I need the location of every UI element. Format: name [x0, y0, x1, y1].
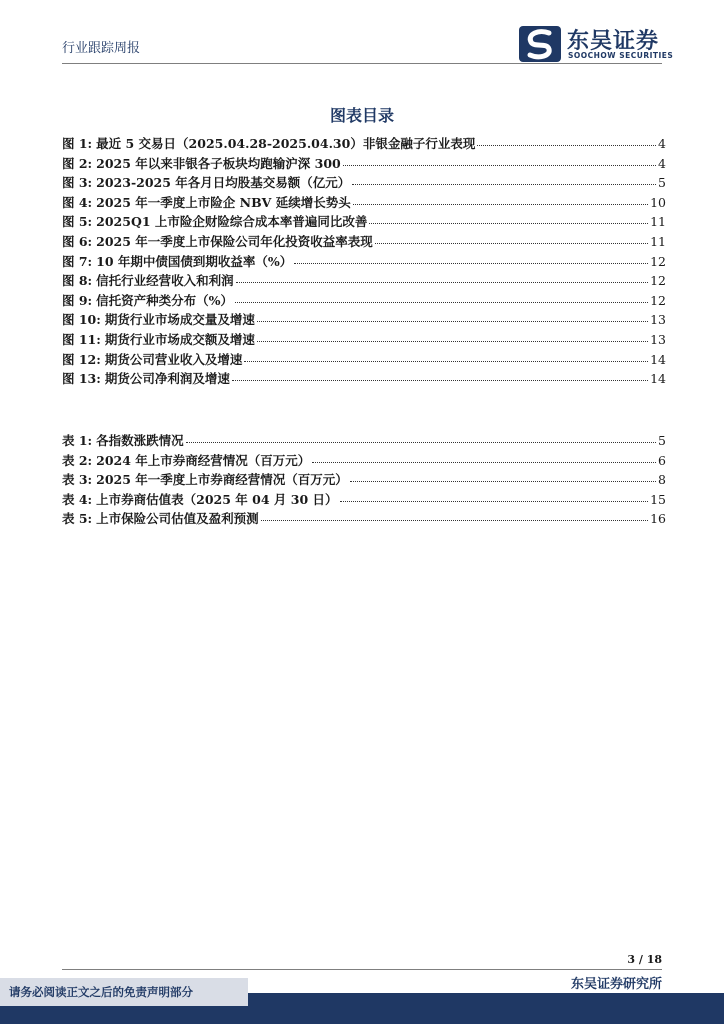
- entry-label: 图 11:: [62, 331, 101, 347]
- entry-title: 信托资产种类分布（%）: [96, 292, 234, 308]
- leader-dots: [261, 508, 648, 521]
- logo-english-name: SOOCHOW SECURITIES: [568, 51, 674, 60]
- entry-title: 2025 年以来非银各子板块均跑输沪深 300: [96, 155, 341, 171]
- toc-entry[interactable]: [62, 451, 666, 471]
- company-logo: [519, 24, 674, 64]
- entry-page: 14: [650, 371, 666, 387]
- entry-label: 图 10:: [62, 312, 101, 328]
- report-type-label: 行业跟踪周报: [62, 41, 141, 56]
- entry-page: 8: [658, 472, 666, 488]
- entry-label: 图 7:: [62, 253, 93, 269]
- entry-page: 5: [658, 175, 666, 191]
- toc-entry[interactable]: [62, 310, 666, 330]
- toc-entry[interactable]: [62, 470, 666, 490]
- entry-page: 5: [658, 433, 666, 448]
- entry-page: 13: [650, 331, 666, 347]
- entry-title: 2025 年一季度上市保险公司年化投资收益率表现: [96, 233, 373, 249]
- entry-label: 图 3:: [62, 175, 93, 191]
- entry-title: 期货行业市场成交量及增速: [104, 312, 255, 328]
- entry-title: 期货公司营业收入及增速: [104, 351, 243, 367]
- entry-label: 表 1:: [62, 433, 93, 448]
- entry-title: 2025Q1 上市险企财险综合成本率普遍同比改善: [96, 214, 368, 230]
- toc-entry[interactable]: [62, 271, 666, 291]
- toc-entry[interactable]: [62, 212, 666, 232]
- entry-label: 表 4:: [62, 491, 93, 507]
- logo-chinese-name: 东吴证券: [567, 29, 660, 54]
- toc-entry[interactable]: [62, 173, 666, 193]
- entry-title: 2024 年上市券商经营情况（百万元）: [96, 452, 311, 468]
- leader-dots: [186, 430, 656, 443]
- entry-title: 2025 年一季度上市券商经营情况（百万元）: [96, 472, 348, 488]
- disclaimer-note: 请务必阅读正文之后的免责声明部分: [0, 978, 248, 1006]
- entry-page: 14: [650, 351, 666, 367]
- leader-dots: [477, 133, 656, 146]
- toc-entry[interactable]: [62, 252, 666, 272]
- toc-entry[interactable]: [62, 291, 666, 311]
- leader-dots: [352, 172, 656, 185]
- entry-title: 各指数涨跌情况: [96, 433, 184, 448]
- entry-title: 上市保险公司估值及盈利预测: [96, 511, 259, 527]
- entry-label: 表 5:: [62, 511, 93, 527]
- entry-label: 图 9:: [62, 292, 93, 308]
- entry-label: 图 8:: [62, 273, 93, 289]
- entry-title: 10 年期中债国债到期收益率（%）: [96, 253, 293, 269]
- entry-label: 图 12:: [62, 351, 101, 367]
- toc-entry[interactable]: [62, 350, 666, 370]
- entry-title: 2023-2025 年各月日均股基交易额（亿元）: [96, 175, 351, 191]
- toc-title: 图表目录: [329, 106, 394, 125]
- entry-page: 10: [650, 194, 666, 210]
- entry-label: 表 2:: [62, 452, 93, 468]
- leader-dots: [232, 368, 648, 381]
- toc-entry[interactable]: [62, 330, 666, 350]
- toc-entry[interactable]: [62, 431, 666, 451]
- soochow-logo-icon: [519, 26, 561, 62]
- toc-entry[interactable]: [62, 134, 666, 154]
- entry-page: 11: [650, 233, 666, 249]
- entry-page: 15: [650, 491, 666, 507]
- leader-dots: [235, 290, 648, 303]
- leader-dots: [369, 211, 648, 224]
- entry-title: 最近 5 交易日（2025.04.28-2025.04.30）非银金融子行业表现: [96, 136, 476, 151]
- toc-entry[interactable]: [62, 490, 666, 510]
- leader-dots: [244, 349, 648, 362]
- toc-entry[interactable]: [62, 232, 666, 252]
- leader-dots: [294, 251, 648, 264]
- entry-label: 表 3:: [62, 472, 93, 488]
- figure-list: [62, 134, 666, 389]
- leader-dots: [375, 231, 648, 244]
- entry-label: 图 1:: [62, 136, 93, 151]
- leader-dots: [312, 450, 656, 463]
- entry-page: 4: [658, 155, 666, 171]
- entry-page: 6: [658, 452, 666, 468]
- entry-label: 图 5:: [62, 214, 93, 230]
- entry-title: 上市券商估值表（2025 年 04 月 30 日）: [96, 491, 338, 507]
- entry-page: 12: [650, 292, 666, 308]
- entry-label: 图 2:: [62, 155, 93, 171]
- table-list: [62, 431, 666, 529]
- entry-label: 图 13:: [62, 371, 101, 387]
- leader-dots: [353, 192, 648, 205]
- entry-page: 12: [650, 253, 666, 269]
- entry-page: 16: [650, 511, 666, 527]
- leader-dots: [257, 329, 648, 342]
- entry-page: 11: [650, 214, 666, 230]
- entry-page: 13: [650, 312, 666, 328]
- leader-dots: [343, 153, 656, 166]
- leader-dots: [340, 489, 649, 502]
- toc-entry[interactable]: [62, 369, 666, 389]
- toc-entry[interactable]: [62, 193, 666, 213]
- footer-divider: [62, 969, 662, 970]
- toc-entry[interactable]: [62, 509, 666, 529]
- entry-title: 期货行业市场成交额及增速: [104, 331, 255, 347]
- entry-title: 信托行业经营收入和利润: [96, 273, 234, 289]
- entry-title: 2025 年一季度上市险企 NBV 延续增长势头: [96, 194, 351, 210]
- page-number: 3 / 18: [627, 953, 662, 966]
- toc-entry[interactable]: [62, 154, 666, 174]
- leader-dots: [236, 270, 648, 283]
- entry-label: 图 6:: [62, 233, 93, 249]
- entry-page: 4: [658, 136, 666, 151]
- leader-dots: [257, 309, 648, 322]
- entry-title: 期货公司净利润及增速: [104, 371, 230, 387]
- entry-page: 12: [650, 273, 666, 289]
- entry-label: 图 4:: [62, 194, 93, 210]
- header-divider: [62, 63, 662, 64]
- leader-dots: [350, 469, 656, 482]
- footer-organization: 东吴证券研究所: [570, 977, 662, 992]
